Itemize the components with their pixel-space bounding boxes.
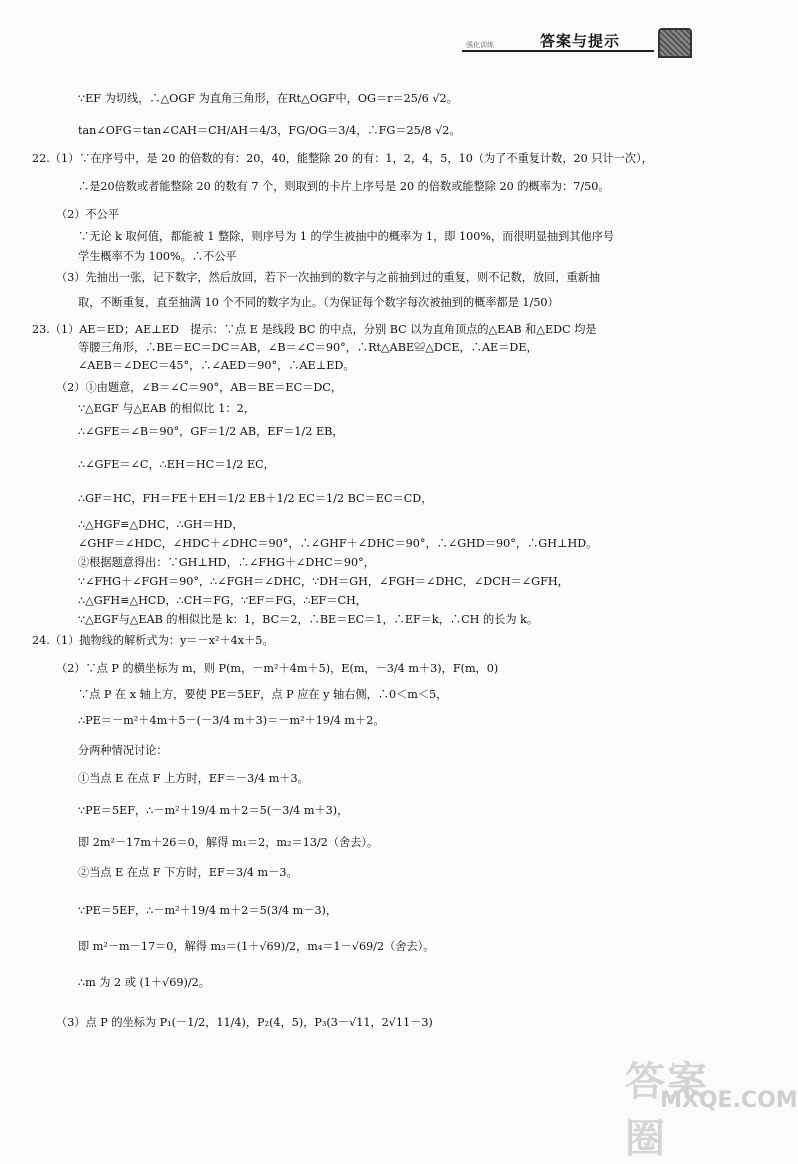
line-33: ∵PE＝5EF，∴－m²＋19/4 m＋2＝5(3/4 m－3)， xyxy=(78,904,338,917)
line-18: ∴△HGF≌△DHC，∴GH＝HD， xyxy=(78,518,244,531)
line-34: 即 m²－m－17＝0，解得 m₃＝(1＋√69)/2，m₄＝1－√69/2（舍去）。 xyxy=(78,940,435,953)
line-36: （3）点 P 的坐标为 P₁(－1/2，11/4)，P₂(4，5)，P₃(3－√11，2√11－3) xyxy=(56,1016,433,1029)
header-tag: 强化训练 xyxy=(466,41,494,49)
page-header-title: 答案与提示 xyxy=(540,32,621,50)
line-13: （2）①由题意，∠B＝∠C＝90°，AB＝BE＝EC＝DC， xyxy=(56,381,343,394)
line-06: ∵无论 k 取何值，都能被 1 整除，则序号为 1 的学生被抽中的概率为 1，即 100%，而很明显抽到其他序号 xyxy=(78,230,615,243)
line-23: ∵△EGF与△EAB 的相似比是 k：1，BC＝2，∴BE＝EC＝1，∴EF＝k，∴CH 的长为 k。 xyxy=(78,613,539,626)
line-07: 学生概率不为 100%。∴不公平 xyxy=(78,250,237,263)
line-14: ∵△EGF 与△EAB 的相似比 1：2， xyxy=(78,402,255,415)
line-29: ①当点 E 在点 F 上方时，EF＝－3/4 m＋3。 xyxy=(78,772,309,785)
line-12: ∠AEB＝∠DEC＝45°，∴∠AED＝90°，∴AE⊥ED。 xyxy=(78,359,355,372)
line-10: 23.（1）AE＝ED；AE⊥ED 提示：∵点 E 是线段 BC 的中点，分别 BC 以为直角顶点的△EAB 和△EDC 均是 xyxy=(32,323,597,336)
watermark-logo: 答案圈 xyxy=(625,1059,709,1162)
line-09: 取，不断重复，直至抽满 10 个不同的数字为止。（为保证每个数字每次被抽到的概率都是 1/50） xyxy=(78,296,559,309)
line-30: ∵PE＝5EF，∴－m²＋19/4 m＋2＝5(－3/4 m＋3)， xyxy=(78,804,349,817)
line-11: 等腰三角形，∴BE＝EC＝DC＝AB，∠B＝∠C＝90°，∴Rt△ABE≌△DCE，∴AE＝DE， xyxy=(78,341,538,354)
line-05: （2）不公平 xyxy=(56,208,120,221)
line-01: ∵EF 为切线，∴△OGF 为直角三角形，在Rt△OGF中，OG＝r＝25/6 √2。 xyxy=(78,92,458,105)
line-15: ∴∠GFE＝∠B＝90°，GF＝1/2 AB，EF＝1/2 EB， xyxy=(78,425,344,438)
line-22: ∴△GFH≌△HCD，∴CH＝FG，∵EF＝FG，∴EF＝CH， xyxy=(78,594,367,607)
line-25: （2）∵点 P 的横坐标为 m，则 P(m，－m²＋4m＋5)，E(m，－3/4 m＋3)，F(m，0) xyxy=(56,662,499,675)
line-17: ∴GF＝HC，FH＝FE＋EH＝1/2 EB＋1/2 EC＝1/2 BC＝EC＝CD， xyxy=(78,492,433,505)
line-03: 22.（1）∵在序号中，是 20 的倍数的有：20，40，能整除 20 的有：1，2，4，5，10（为了不重复计数，20 只计一次）， xyxy=(32,152,653,165)
line-32: ②当点 E 在点 F 下方时，EF＝3/4 m－3。 xyxy=(78,866,298,879)
line-16: ∴∠GFE＝∠C，∴EH＝HC＝1/2 EC， xyxy=(78,458,275,471)
line-28: 分两种情况讨论： xyxy=(78,744,168,757)
line-04: ∴是20倍数或者能整除 20 的数有 7 个，则取到的卡片上序号是 20 的倍数或能整除 20 的概率为：7/50。 xyxy=(78,180,610,193)
book-icon xyxy=(658,28,692,58)
line-19: ∠GHF＝∠HDC，∠HDC＋∠DHC＝90°，∴∠GHF＋∠DHC＝90°，∴∠GHD＝90°，∴GH⊥HD。 xyxy=(78,537,598,550)
line-26: ∵点 P 在 x 轴上方，要使 PE＝5EF，点 P 应在 y 轴右侧，∴0＜m＜5， xyxy=(78,688,448,701)
line-31: 即 2m²－17m＋26＝0，解得 m₁＝2，m₂＝13/2（舍去）。 xyxy=(78,836,379,849)
line-08: （3）先抽出一张，记下数字，然后放回，若下一次抽到的数字与之前抽到过的重复，则不记数，放回，重新抽 xyxy=(56,271,601,284)
line-24: 24.（1）抛物线的解析式为：y＝－x²＋4x＋5。 xyxy=(32,634,274,647)
watermark-url: MXQE.COM xyxy=(660,1088,798,1113)
line-21: ∵∠FHG＋∠FGH＝90°，∴∠FGH＝∠DHC，∵DH＝GH，∠FGH＝∠DHC，∠DCH＝∠GFH， xyxy=(78,575,569,588)
line-35: ∴m 为 2 或 (1＋√69)/2。 xyxy=(78,976,210,989)
line-02: tan∠OFG＝tan∠CAH＝CH/AH＝4/3，FG/OG＝3/4，∴FG＝25/8 √2。 xyxy=(78,124,461,137)
line-20: ②根据题意得出：∵GH⊥HD，∴∠FHG＋∠DHC＝90°， xyxy=(78,556,375,569)
line-27: ∴PE＝－m²＋4m＋5－(－3/4 m＋3)＝－m²＋19/4 m＋2。 xyxy=(78,714,385,727)
